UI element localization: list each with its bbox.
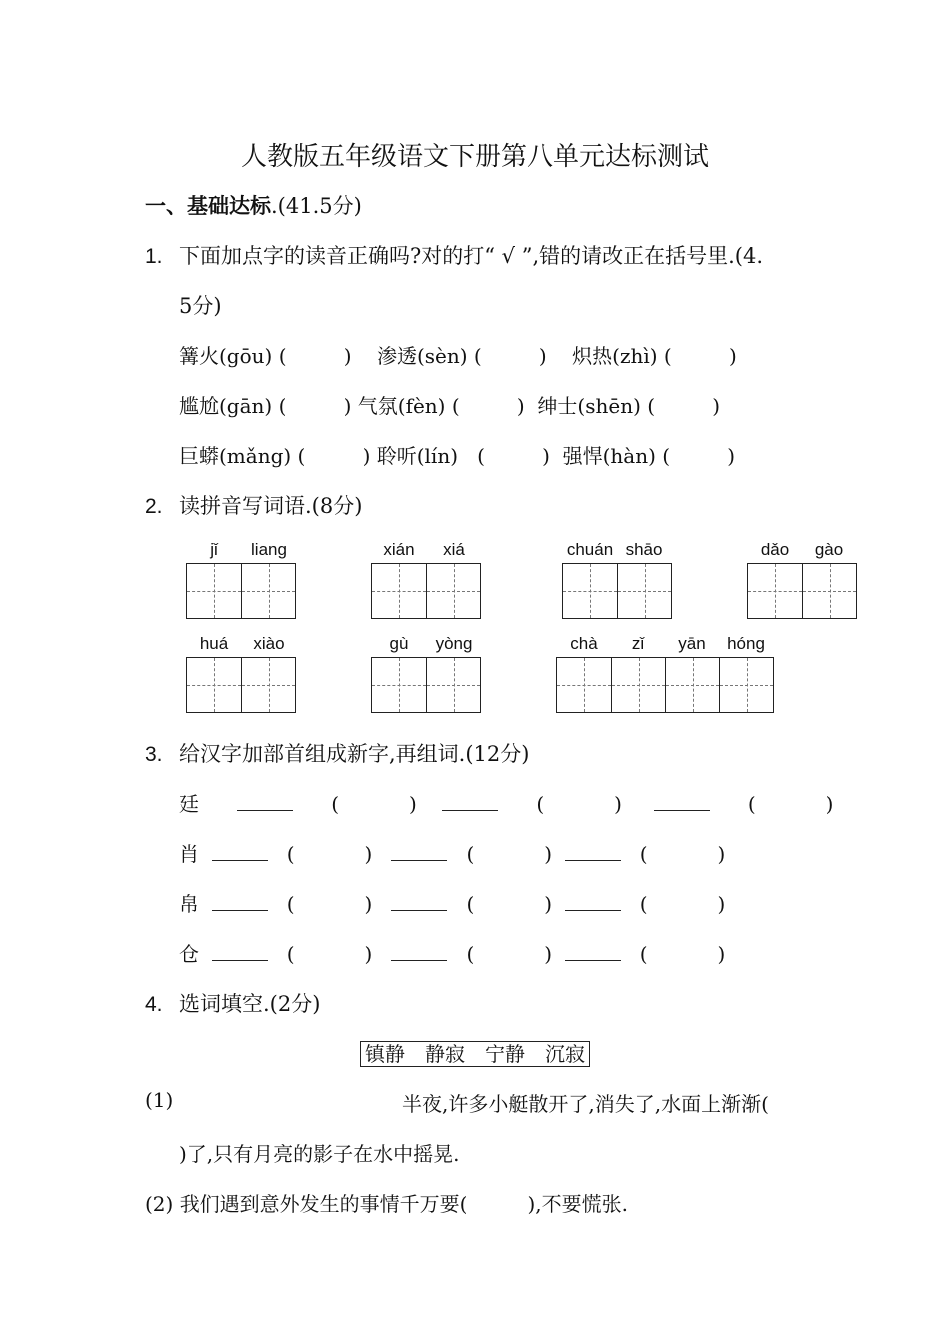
q3-row: 帛 ( ) ( ) ( ) bbox=[179, 892, 726, 916]
pinyin-label: dǎo bbox=[760, 540, 790, 559]
q4-number: 4. bbox=[145, 993, 163, 1016]
q3-row: 肖 ( ) ( ) ( ) bbox=[179, 842, 726, 866]
q3-number: 3. bbox=[145, 743, 163, 766]
radical-char: 仓 bbox=[179, 942, 199, 966]
radical-char: 肖 bbox=[179, 842, 199, 866]
answer-blank[interactable] bbox=[565, 840, 621, 861]
section-heading bbox=[145, 190, 362, 220]
q4-s1-num: (1) bbox=[145, 1088, 174, 1112]
q2-number: 2. bbox=[145, 495, 163, 518]
writing-grid[interactable] bbox=[562, 563, 672, 619]
pinyin-label: liang bbox=[251, 540, 287, 559]
pinyin-item: 巨蟒(mǎng) bbox=[179, 444, 292, 468]
pinyin-label: jǐ bbox=[210, 540, 218, 559]
q4-text: 选词填空.(2分) bbox=[179, 992, 321, 1016]
pinyin-label: xián bbox=[383, 540, 415, 559]
pinyin-label: zǐ bbox=[631, 634, 645, 653]
q4-prompt bbox=[145, 988, 320, 1018]
writing-grid[interactable] bbox=[186, 657, 296, 713]
word-bank: 镇静 静寂 宁静 沉寂 bbox=[360, 1041, 590, 1067]
q1-prompt-cont: 5分) bbox=[179, 294, 222, 318]
radical-char: 帛 bbox=[179, 892, 199, 916]
answer-blank[interactable] bbox=[391, 840, 447, 861]
answer-blank[interactable] bbox=[237, 790, 293, 811]
q4-s2-text: (2) 我们遇到意外发生的事情千万要( ),不要慌张. bbox=[145, 1192, 629, 1216]
answer-blank[interactable] bbox=[391, 890, 447, 911]
q1-row: 尴尬(gān) ( ) 气氛(fèn) ( ) 绅士(shēn) ( ) bbox=[179, 394, 721, 418]
pinyin-label: xiá bbox=[443, 540, 465, 559]
pinyin-item: 强悍(hàn) bbox=[562, 444, 656, 468]
writing-grid[interactable] bbox=[556, 657, 774, 713]
answer-blank[interactable] bbox=[442, 790, 498, 811]
pinyin-item: 绅士(shēn) bbox=[537, 394, 641, 418]
pinyin-label: gào bbox=[814, 540, 844, 559]
q1-prompt bbox=[145, 240, 763, 270]
q3-prompt bbox=[145, 738, 529, 768]
q1-number: 1. bbox=[145, 245, 163, 268]
section-score: .(41.5分) bbox=[271, 194, 362, 218]
pinyin-item: 聆听(lín) bbox=[376, 444, 459, 468]
q1-row: 篝火(gōu) ( ) 渗透(sèn) ( ) 炽热(zhì) ( ) bbox=[179, 344, 737, 368]
page-title: 人教版五年级语文下册第八单元达标测试 bbox=[240, 142, 709, 172]
pinyin-label: hóng bbox=[727, 634, 765, 653]
answer-blank[interactable] bbox=[391, 940, 447, 961]
q3-text: 给汉字加部首组成新字,再组词.(12分) bbox=[179, 742, 530, 766]
answer-blank[interactable] bbox=[565, 890, 621, 911]
radical-char: 廷 bbox=[179, 792, 199, 816]
answer-blank[interactable] bbox=[565, 940, 621, 961]
q1-text: 下面加点字的读音正确吗?对的打“ √ ”,错的请改正在括号里.(4. bbox=[179, 244, 764, 268]
q4-s1-text: 半夜,许多小艇散开了,消失了,水面上渐渐( bbox=[402, 1092, 769, 1116]
q4-s1-cont: )了,只有月亮的影子在水中摇晃. bbox=[179, 1142, 460, 1166]
pinyin-label: xiào bbox=[253, 634, 285, 653]
word-bank-row bbox=[0, 1038, 950, 1067]
pinyin-label: yān bbox=[678, 634, 706, 653]
writing-grid[interactable] bbox=[371, 563, 481, 619]
writing-grid[interactable] bbox=[186, 563, 296, 619]
pinyin-item: 篝火(gōu) bbox=[179, 344, 273, 368]
q3-row: 仓 ( ) ( ) ( ) bbox=[179, 942, 726, 966]
pinyin-label: chuán bbox=[566, 540, 614, 559]
q2-prompt bbox=[145, 490, 362, 520]
answer-blank[interactable] bbox=[212, 890, 268, 911]
pinyin-item: 尴尬(gān) bbox=[179, 394, 273, 418]
q1-row: 巨蟒(mǎng) ( ) 聆听(lín) ( ) 强悍(hàn) ( ) bbox=[179, 444, 736, 468]
pinyin-item: 气氛(fèn) bbox=[357, 394, 446, 418]
q2-text: 读拼音写词语.(8分) bbox=[179, 494, 363, 518]
q3-row: 廷 ( ) ( ) ( ) bbox=[179, 792, 834, 816]
pinyin-item: 渗透(sèn) bbox=[376, 344, 468, 368]
section-label: 一、基础达标 bbox=[145, 194, 271, 218]
answer-blank[interactable] bbox=[212, 840, 268, 861]
pinyin-label: yòng bbox=[435, 634, 473, 653]
pinyin-label: shāo bbox=[625, 540, 663, 559]
pinyin-item: 炽热(zhì) bbox=[572, 344, 658, 368]
pinyin-label: huá bbox=[199, 634, 229, 653]
pinyin-label: chà bbox=[570, 634, 598, 653]
pinyin-label: gù bbox=[389, 634, 409, 653]
writing-grid[interactable] bbox=[747, 563, 857, 619]
writing-grid[interactable] bbox=[371, 657, 481, 713]
answer-blank[interactable] bbox=[212, 940, 268, 961]
answer-blank[interactable] bbox=[654, 790, 710, 811]
